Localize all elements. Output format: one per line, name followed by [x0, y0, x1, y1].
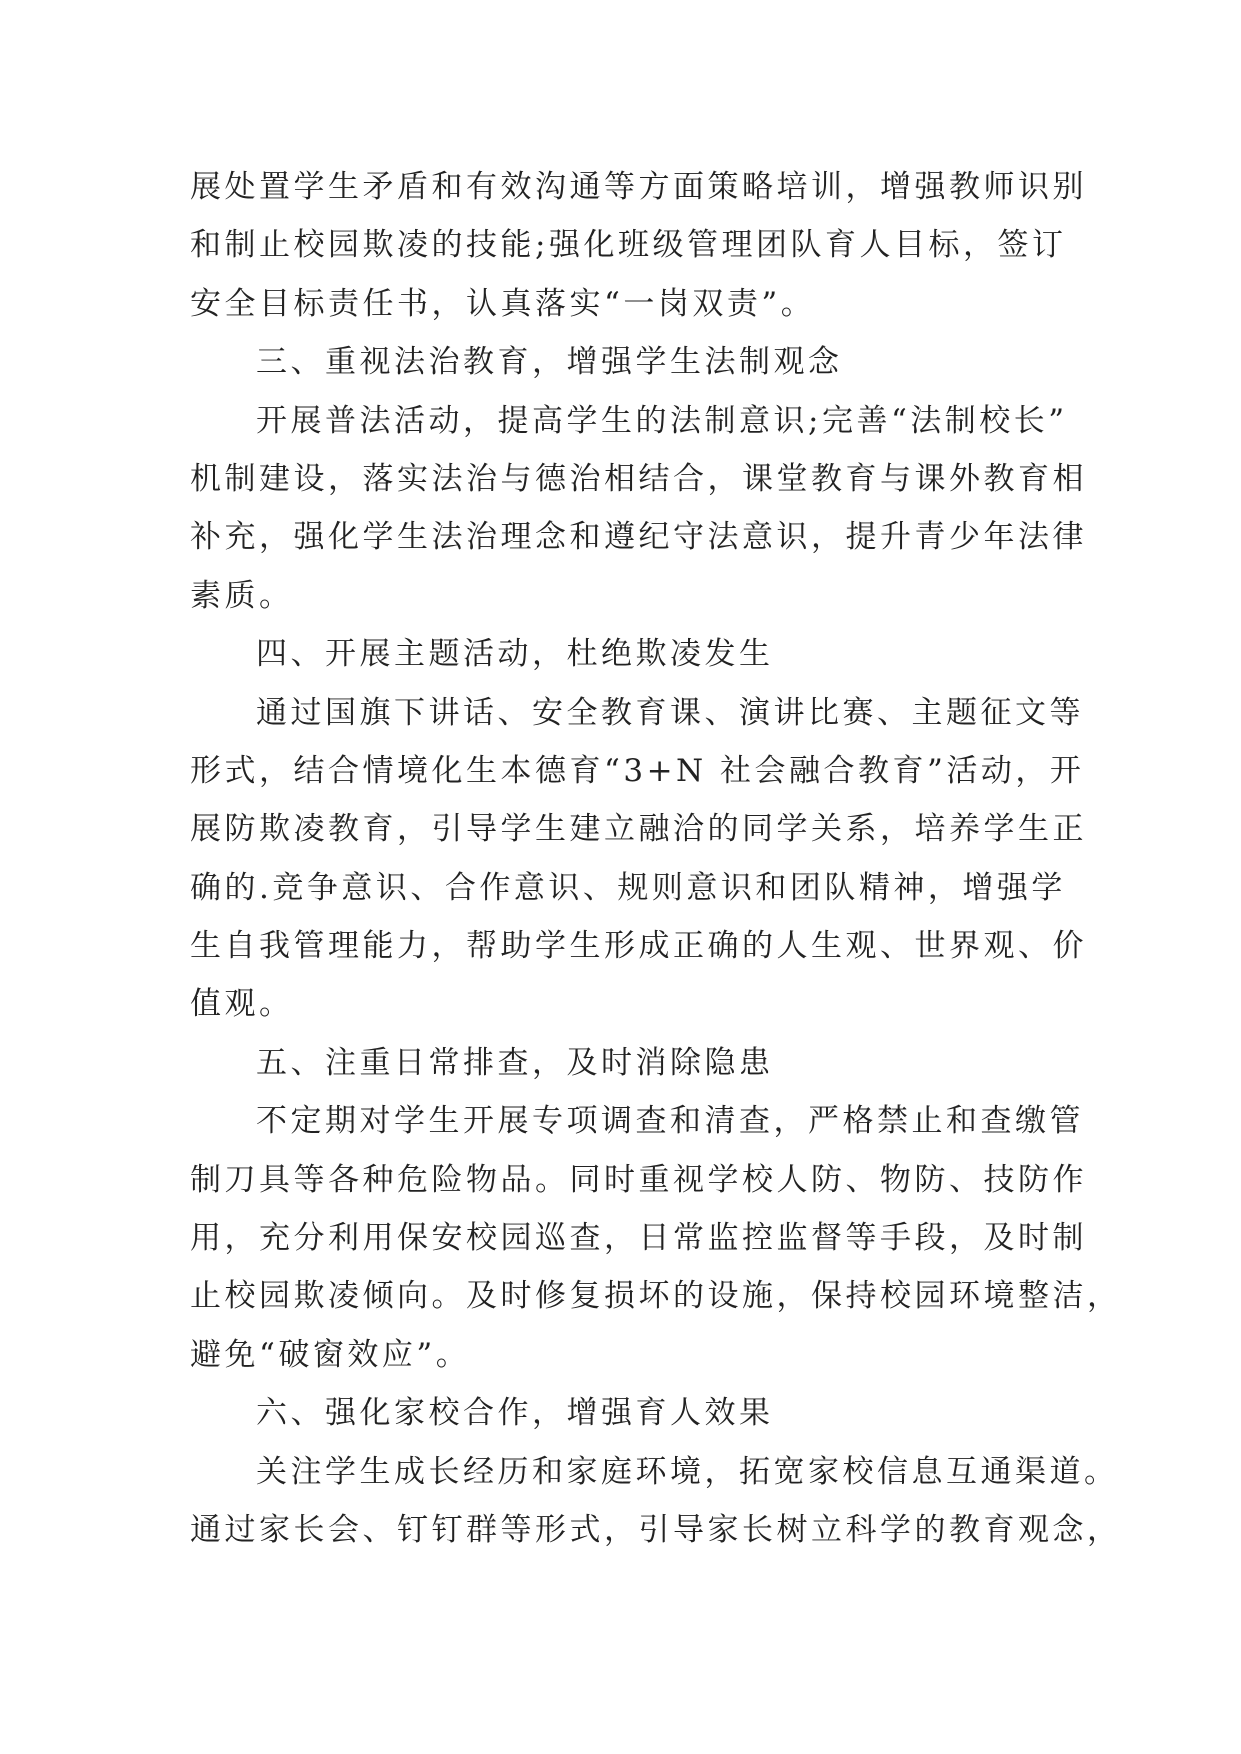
text-line: 通过国旗下讲话、安全教育课、演讲比赛、主题征文等 — [256, 694, 1084, 731]
text-line: 不定期对学生开展专项调查和清查，严格禁止和查缴管 — [256, 1103, 1084, 1140]
text-line: 通过家长会、钉钉群等形式，引导家长树立科学的教育观念， — [190, 1511, 1122, 1548]
text-line: 止校园欺凌倾向。及时修复损坏的设施，保持校园环境整洁， — [190, 1278, 1122, 1315]
text-line: 机制建设，落实法治与德治相结合，课堂教育与课外教育相 — [190, 460, 1087, 497]
text-line: 用，充分利用保安校园巡查，日常监控监督等手段，及时制 — [190, 1220, 1087, 1257]
text-line: 展处置学生矛盾和有效沟通等方面策略培训，增强教师识别 — [190, 169, 1087, 205]
text-line: 补充，强化学生法治理念和遵纪守法意识，提升青少年法律 — [190, 519, 1087, 556]
text-line: 避免“破窗效应”。 — [190, 1336, 471, 1373]
section-heading: 五、注重日常排查，及时消除隐患 — [256, 1044, 774, 1081]
text-line: 形式，结合情境化生本德育“3+N 社会融合教育”活动，开 — [190, 752, 1085, 789]
section-heading: 六、强化家校合作，增强育人效果 — [256, 1395, 774, 1432]
text-line: 安全目标责任书，认真落实“一岗双责”。 — [190, 285, 816, 322]
section-heading: 三、重视法治教育，增强学生法制观念 — [256, 344, 843, 381]
document-body — [190, 158, 1122, 1559]
text-line: 关注学生成长经历和家庭环境，拓宽家校信息互通渠道。 — [256, 1453, 1119, 1490]
section-heading: 四、开展主题活动，杜绝欺凌发生 — [256, 636, 774, 673]
text-line: 开展普法活动，提高学生的法制意识;完善“法制校长” — [256, 402, 1068, 439]
text-line: 展防欺凌教育，引导学生建立融洽的同学关系，培养学生正 — [190, 811, 1087, 848]
text-line: 生自我管理能力，帮助学生形成正确的人生观、世界观、价 — [190, 928, 1087, 965]
text-line: 确的.竞争意识、合作意识、规则意识和团队精神，增强学 — [190, 869, 1066, 906]
text-line: 制刀具等各种危险物品。同时重视学校人防、物防、技防作 — [190, 1161, 1087, 1198]
text-line: 素质。 — [190, 577, 294, 614]
text-line: 值观。 — [190, 986, 294, 1023]
text-line: 和制止校园欺凌的技能;强化班级管理团队育人目标，签订 — [190, 227, 1067, 264]
